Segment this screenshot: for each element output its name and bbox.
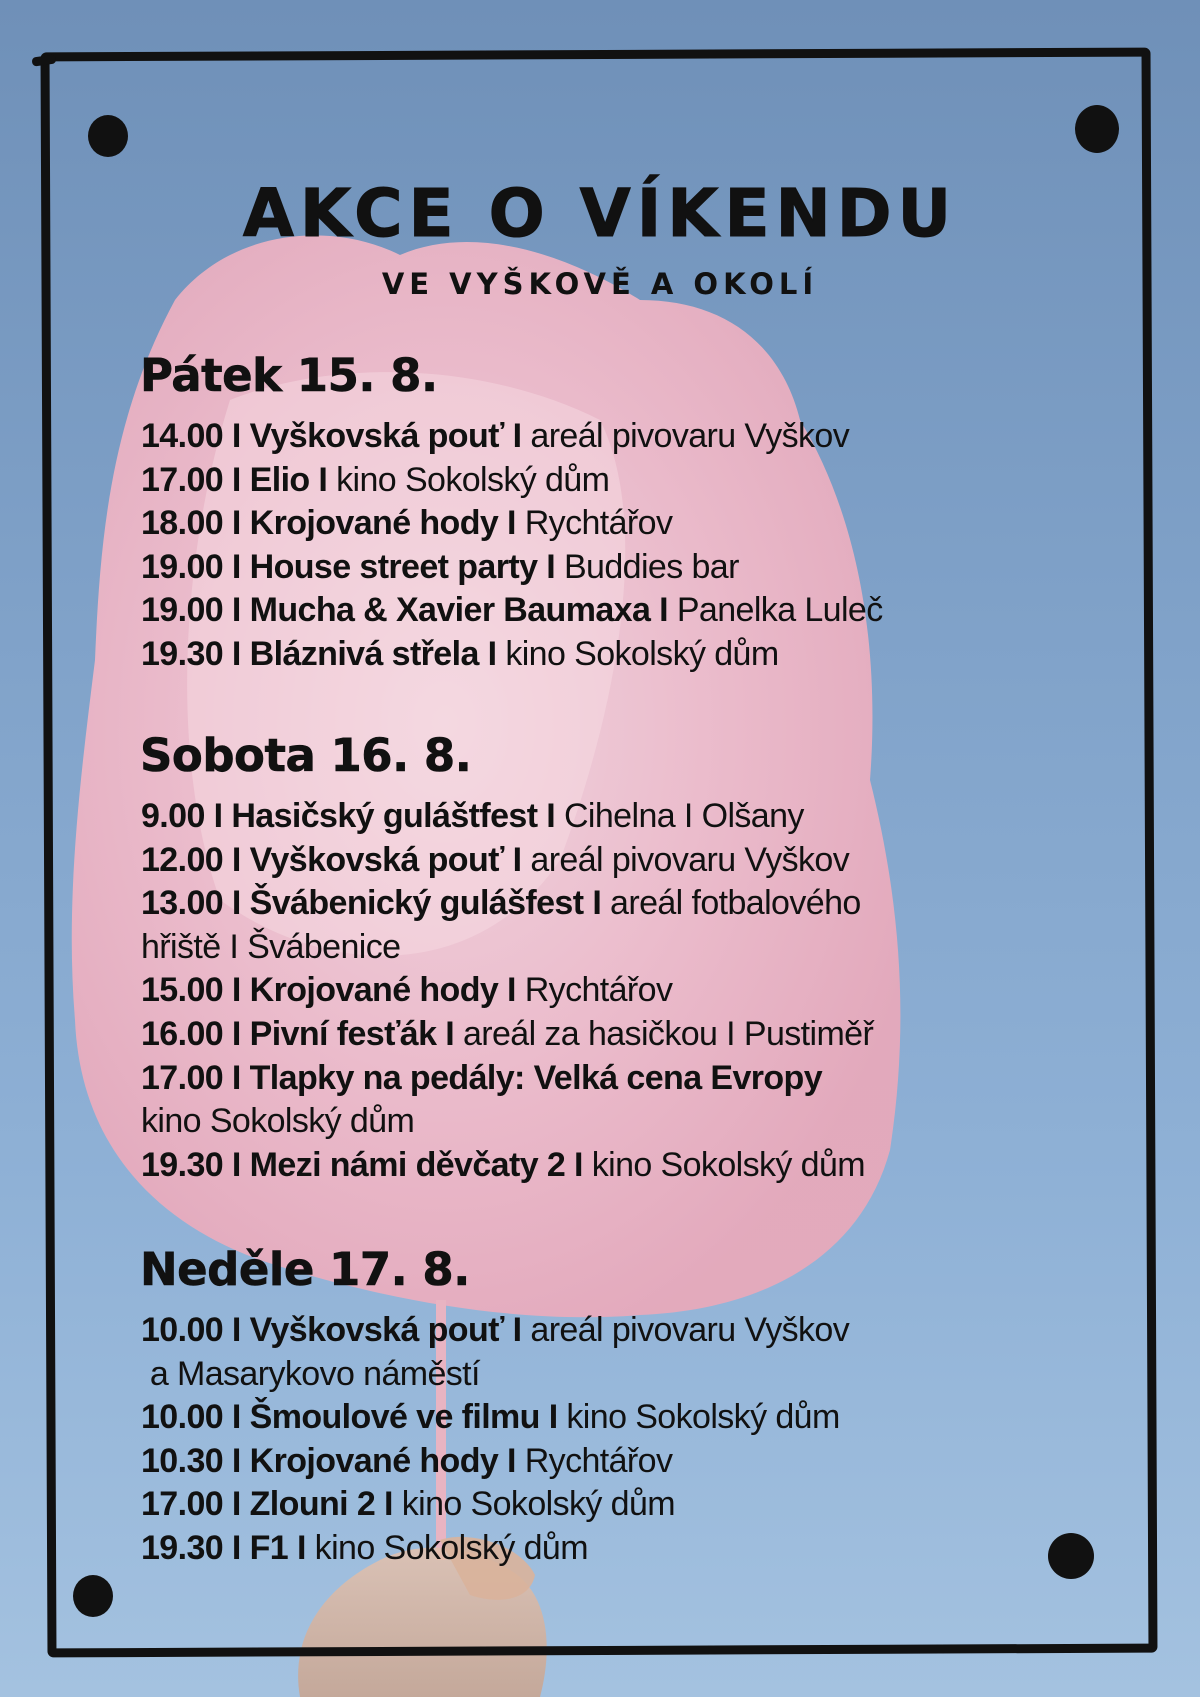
event-name: Zlouni 2 I [249,1485,393,1524]
event-item [141,633,1141,677]
poster-subtitle: VE VYŠKOVĚ A OKOLÍ [381,267,819,301]
event-name: Krojované hody I [249,504,516,543]
event-time: 19.00 I [141,591,241,630]
event-place: kino Sokolský dům [566,1398,840,1437]
event-name: Bláznivá střela I [249,634,497,673]
event-item [141,1440,1141,1484]
event-place: kino Sokolský dům [401,1485,675,1524]
event-time: 10.00 I [141,1311,241,1349]
event-place: kino Sokolský dům [336,460,610,499]
event-time: 10.00 I [141,1398,241,1437]
event-item [141,1013,1141,1057]
event-time: 19.30 I [141,634,241,673]
event-place-continued: hřiště I Švábenice [141,927,401,966]
event-place: Rychtářov [524,1441,673,1480]
event-place: Buddies bar [563,547,739,586]
event-item [141,1483,1141,1527]
event-time: 18.00 I [141,504,241,543]
event-name: Pivní fesťák I [249,1014,455,1053]
event-item [141,1309,1141,1396]
event-time: 19.30 I [141,1145,241,1184]
event-place: areál pivovaru Vyškov [530,417,850,455]
event-time: 17.00 I [141,1058,241,1097]
event-item [141,969,1141,1013]
event-item [141,546,1141,590]
event-place: Rychtářov [524,504,673,543]
event-name: Krojované hody I [249,1441,516,1480]
day-heading-saturday: Sobota 16. 8. [140,729,472,782]
event-item [141,1527,1141,1571]
event-item [141,459,1141,503]
event-item [141,839,1141,883]
event-time: 13.00 I [141,884,241,923]
event-list-sunday [141,1309,1141,1571]
event-place: Cihelna I Olšany [563,797,804,835]
event-name: Vyškovská pouť I [249,840,522,879]
event-place: Panelka Luleč [676,591,883,630]
event-name: Šmoulové ve filmu I [249,1398,558,1437]
event-item [141,795,1141,839]
event-time: 19.30 I [141,1528,241,1567]
event-place: areál za hasičkou I Pustiměř [462,1014,874,1053]
event-time: 17.00 I [141,460,241,499]
event-place-continued: a Masarykovo náměstí [141,1354,480,1393]
event-place: areál fotbalového [610,884,861,923]
event-time: 15.00 I [141,971,241,1010]
event-item [141,589,1141,633]
day-heading-sunday: Neděle 17. 8. [140,1243,470,1296]
event-name: F1 I [249,1528,306,1567]
event-place-continued: kino Sokolský dům [141,1102,415,1141]
event-name: Tlapky na pedály: Velká cena Evropy [249,1058,823,1097]
event-list-saturday [141,795,1141,1187]
event-time: 9.00 I [141,797,223,835]
event-name: Krojované hody I [249,971,516,1010]
event-place: kino Sokolský dům [505,634,779,673]
event-name: Hasičský guláštfest I [231,797,556,835]
event-time: 16.00 I [141,1014,241,1053]
event-item [141,415,1141,459]
event-time: 10.30 I [141,1441,241,1480]
event-place: kino Sokolský dům [314,1528,588,1567]
event-time: 17.00 I [141,1485,241,1524]
day-heading-friday: Pátek 15. 8. [140,349,438,402]
event-item [141,1144,1141,1188]
event-name: Vyškovská pouť I [249,417,522,455]
event-place: areál pivovaru Vyškov [530,840,850,879]
event-item [141,502,1141,546]
event-name: Mezi námi děvčaty 2 I [249,1145,583,1184]
event-name: Švábenický gulášfest I [249,884,602,923]
event-item [141,1057,1141,1144]
event-place: Rychtářov [524,971,673,1010]
event-name: House street party I [249,547,556,586]
poster-title: AKCE O VÍKENDU [242,175,958,252]
event-item [141,882,1141,969]
event-time: 12.00 I [141,840,241,879]
event-place: areál pivovaru Vyškov [530,1311,850,1349]
event-name: Mucha & Xavier Baumaxa I [249,591,668,630]
event-name: Vyškovská pouť I [249,1311,522,1349]
event-name: Elio I [249,460,328,499]
event-item [141,1396,1141,1440]
event-place: kino Sokolský dům [591,1145,865,1184]
event-time: 14.00 I [141,417,241,455]
event-time: 19.00 I [141,547,241,586]
event-list-friday [141,415,1141,677]
